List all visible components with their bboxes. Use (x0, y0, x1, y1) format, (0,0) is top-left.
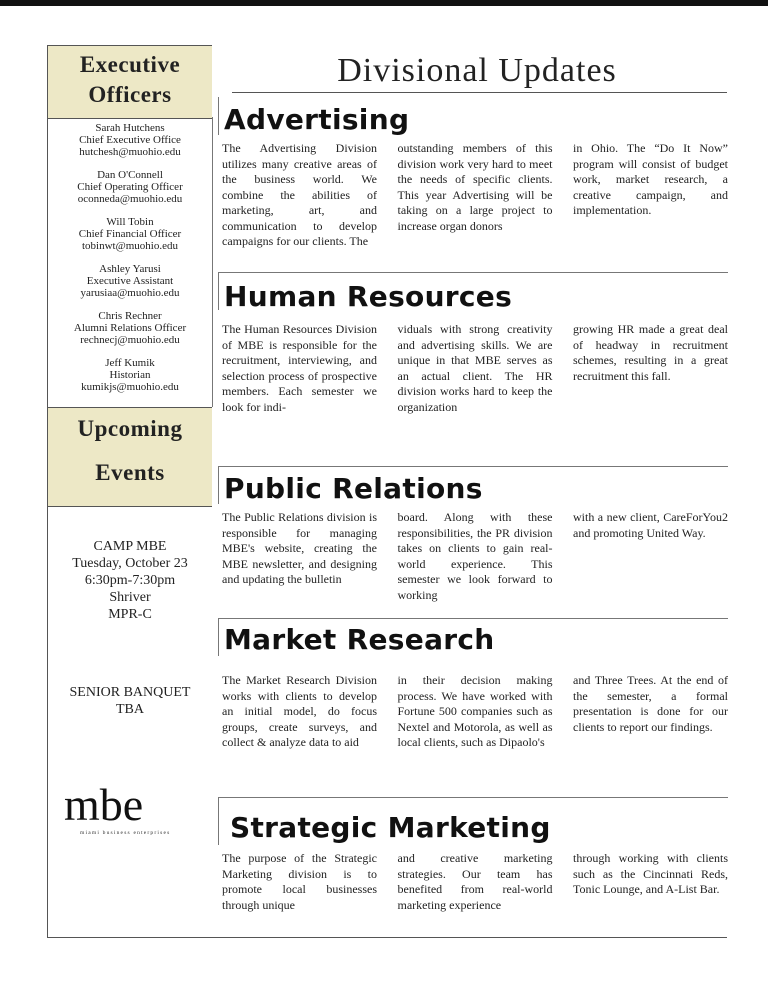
text-column: growing HR made a great deal of headway in recruitment schemes, resulting in a great recruitment this fall. (573, 322, 728, 383)
event-line: Tuesday, October 23 (72, 556, 188, 571)
section-public-relations (218, 466, 728, 616)
text-column: in Ohio. The “Do It Now” program will consist of budget work, market research, a creative campaign, and implementation. (573, 141, 728, 217)
section-columns (222, 141, 728, 250)
section-heading: Advertising (224, 103, 410, 136)
title-rule (232, 92, 727, 93)
page-frame-bottom (47, 937, 727, 938)
officer-email[interactable]: tobinwt@muohio.edu (82, 240, 178, 252)
text-column: in their decision making process. We have worked with Fortune 500 companies such as Nextel and Motorola, as well as local clients, such as Dipaolo's (397, 673, 553, 749)
officer-name: Jeff Kumik (105, 357, 155, 369)
event-line: TBA (116, 702, 144, 717)
section-heading: Market Research (224, 623, 495, 656)
officer-name: Ashley Yarusi (99, 263, 161, 275)
section-columns (222, 851, 728, 913)
text-column: through working with clients such as the Cincinnati Reds, Tonic Lounge, and A-List Bar. (573, 851, 728, 896)
event-line: CAMP MBE (93, 539, 167, 554)
section-columns (222, 322, 728, 415)
upcoming-events-heading (48, 407, 212, 507)
section-tick (218, 272, 219, 310)
section-tick (218, 618, 219, 656)
officer-email[interactable]: oconneda@muohio.edu (77, 193, 183, 205)
officer-email[interactable]: rechnecj@muohio.edu (80, 334, 180, 346)
event-line: MPR-C (108, 607, 152, 622)
logo-letters: mbe (64, 780, 144, 830)
officer-role: Historian (109, 369, 151, 381)
heading-line: Executive (79, 52, 181, 77)
officers-list (48, 122, 212, 404)
section-tick (218, 466, 219, 504)
officer-entry (48, 122, 212, 158)
officer-entry (48, 263, 212, 299)
text-column: and creative marketing strategies. Our team has benefited from real-world marketing experience (397, 851, 553, 912)
officer-entry (48, 169, 212, 205)
section-columns (222, 510, 728, 603)
officer-email[interactable]: hutchesh@muohio.edu (79, 146, 181, 158)
officer-email[interactable]: yarusiaa@muohio.edu (80, 287, 180, 299)
section-heading: Human Resources (224, 280, 513, 313)
officer-name: Sarah Hutchens (95, 122, 165, 134)
section-market-research (218, 618, 728, 768)
section-rule (218, 618, 728, 619)
event-senior-banquet (48, 684, 212, 718)
section-human-resources (218, 272, 728, 432)
officer-email[interactable]: kumikjs@muohio.edu (81, 381, 179, 393)
officer-entry (48, 310, 212, 346)
top-edge-bar (0, 0, 768, 6)
text-column: The Human Resources Division of MBE is responsible for the recruitment, interviewing, and selection process of prospective members. Each semester we look for indi- (222, 322, 377, 414)
page-title: Divisional Updates (337, 52, 617, 89)
sidebar-divider (212, 117, 213, 407)
section-heading: Public Relations (224, 472, 483, 505)
event-line: SENIOR BANQUET (69, 685, 191, 700)
text-column: The purpose of the Strategic Marketing division is to promote local businesses through unique (222, 851, 377, 912)
officer-name: Dan O'Connell (97, 169, 163, 181)
officer-role: Chief Operating Officer (77, 181, 183, 193)
section-advertising (218, 97, 728, 247)
section-rule (218, 466, 728, 467)
officer-name: Chris Rechner (98, 310, 162, 322)
text-column: with a new client, CareForYou2 and promoting United Way. (573, 510, 728, 540)
officer-role: Executive Assistant (86, 275, 174, 287)
heading-line: Upcoming (77, 416, 183, 441)
event-line: Shriver (109, 590, 151, 605)
text-column: board. Along with these responsibilities, the PR division takes on clients to gain real-world experience. This semester we look forward to working (397, 510, 553, 602)
text-column: and Three Trees. At the end of the semester, a formal presentation is done for our clients to report our findings. (573, 673, 728, 734)
officer-entry (48, 357, 212, 393)
event-camp-mbe (48, 538, 212, 623)
text-column: outstanding members of this division work very hard to meet the needs of specific clients. This year Advertising will be taking on a large project to increase organ donors (397, 141, 553, 233)
text-column: The Advertising Division utilizes many creative areas of the business world. We combine the abilities of marketing, art, and communication to develop campaigns for our clients. The (222, 141, 377, 248)
officer-role: Chief Executive Office (79, 134, 181, 146)
section-tick (218, 797, 219, 845)
section-columns (222, 673, 728, 751)
logo-tagline: miami business enterprises (80, 830, 171, 836)
officer-role: Chief Financial Officer (78, 228, 182, 240)
officer-entry (48, 216, 212, 252)
section-rule (218, 272, 728, 273)
heading-line: Officers (88, 82, 172, 107)
text-column: The Public Relations division is responsible for managing MBE's website, creating the MBE newsletter, and designing and updating the bulletin (222, 510, 377, 586)
section-tick (218, 97, 219, 135)
officer-name: Will Tobin (106, 216, 154, 228)
event-line: 6:30pm-7:30pm (84, 573, 176, 588)
mbe-logo (62, 780, 212, 850)
text-column: viduals with strong creativity and advertising skills. We are unique in that MBE serves as an actual client. The HR division works hard to keep the organization (397, 322, 553, 414)
officer-role: Alumni Relations Officer (73, 322, 187, 334)
section-rule (218, 797, 728, 798)
text-column: The Market Research Division works with clients to develop an initial model, do focus groups, create surveys, and collect & analyze data to aid (222, 673, 377, 749)
heading-line: Events (95, 460, 165, 485)
executive-officers-heading (48, 45, 212, 119)
section-strategic-marketing (218, 797, 728, 922)
section-heading: Strategic Marketing (230, 811, 551, 844)
